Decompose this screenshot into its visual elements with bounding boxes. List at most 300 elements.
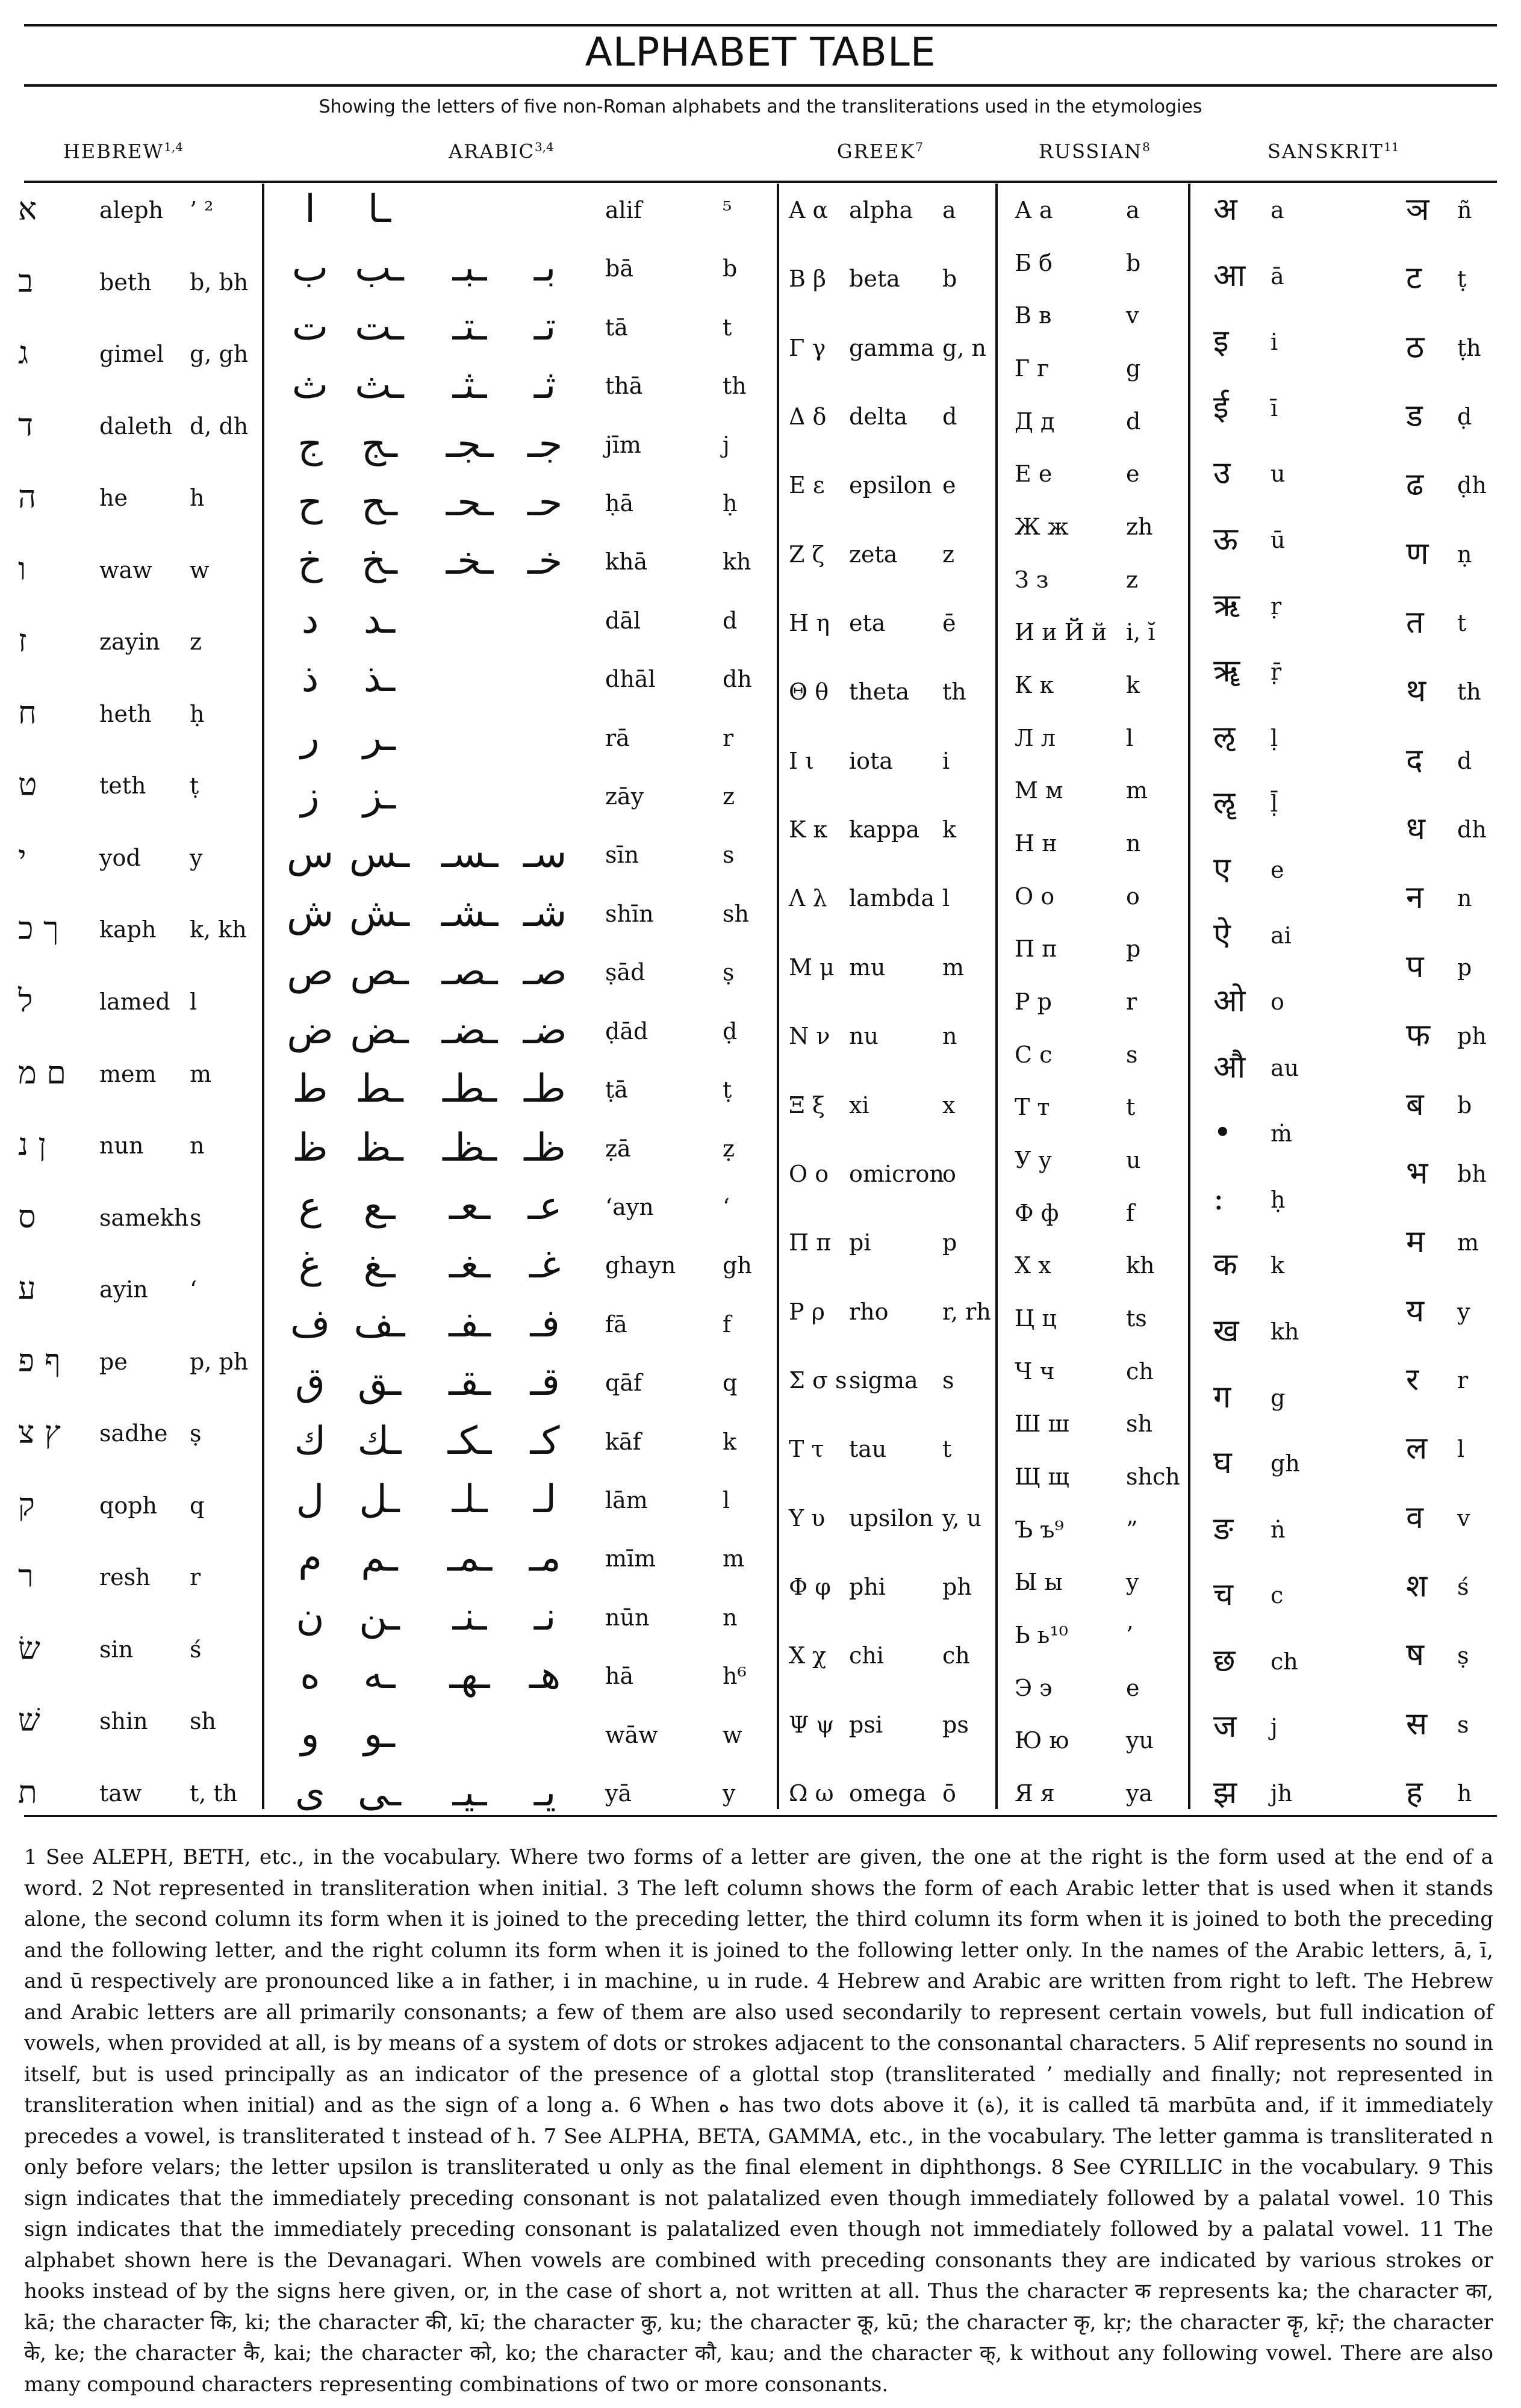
greek-row-tr: g, n: [942, 335, 986, 361]
russian-row-tr: y: [1126, 1569, 1139, 1595]
hebrew-row-name: beth: [99, 269, 152, 296]
greek-row-letter: Φ φ: [789, 1574, 831, 1600]
arabic-row-f4: شـ: [523, 891, 567, 936]
arabic-row-f3: ـقـ: [449, 1360, 491, 1404]
russian-row-letter: К к: [1015, 672, 1054, 698]
sanskrit-left-row-letter: ई: [1213, 389, 1229, 426]
footnote-7: 7 See ALPHA, BETA, GAMMA, etc., in the vocabulary. The letter gamma is transliterated n only before velars; the letter upsilon is transliterated u only as the final element in diphthongs.: [24, 2124, 1493, 2179]
arabic-row-f2: ـف: [353, 1302, 405, 1346]
sanskrit-right-row-tr: r: [1457, 1367, 1469, 1394]
arabic-row-f2: ـز: [362, 774, 396, 818]
arabic-row-f2: ـه: [363, 1653, 396, 1698]
arabic-row-f4: سـ: [523, 832, 567, 877]
sanskrit-left-row-tr: gh: [1271, 1450, 1300, 1477]
arabic-row-f3: ـفـ: [449, 1302, 491, 1346]
greek-row-tr: s: [942, 1367, 954, 1394]
sanskrit-left-row-tr: g: [1271, 1385, 1286, 1411]
arabic-row-f3: ـغـ: [449, 1243, 491, 1287]
arabic-row-f2: ـس: [349, 832, 410, 877]
footnote-1: 1 See ALEPH, BETH, etc., in the vocabulary. Where two forms of a letter are given, the one at the right is the form used at the end of a word.: [24, 1845, 1493, 1901]
arabic-row-f2: ـل: [359, 1477, 400, 1522]
arabic-row-f1: ح: [297, 480, 323, 525]
greek-row-letter: Β β: [789, 265, 826, 292]
hebrew-row-letter: ח: [18, 695, 37, 731]
header-arabic: ARABIC$^{3,4}$: [449, 140, 554, 163]
hebrew-row-name: daleth: [99, 413, 173, 439]
arabic-row-tr: m: [723, 1545, 745, 1572]
hebrew-row-letter: ט: [18, 767, 37, 803]
greek-row-letter: Ν ν: [789, 1023, 830, 1049]
hebrew-row-name: waw: [99, 557, 152, 583]
sanskrit-left-row-letter: अ: [1213, 191, 1237, 228]
arabic-row-f4: لـ: [533, 1477, 557, 1522]
sanskrit-left-row-tr: ṅ: [1271, 1516, 1286, 1543]
greek-row-name: omicron: [849, 1161, 944, 1187]
arabic-row-f2: ـا: [367, 187, 391, 232]
greek-row-name: chi: [849, 1642, 884, 1669]
hebrew-row-letter: ץ צ: [18, 1415, 61, 1451]
arabic-row-f4: حـ: [527, 480, 563, 525]
arabic-row-f3: ـظـ: [443, 1126, 497, 1170]
arabic-row-f3: ـجـ: [446, 422, 494, 467]
arabic-row-f1: ز: [300, 774, 320, 818]
sanskrit-left-row-letter: ख: [1213, 1313, 1239, 1349]
arabic-row-f3: ـضـ: [441, 1008, 498, 1053]
russian-row-letter: О о: [1015, 883, 1055, 910]
greek-row-tr: ph: [942, 1574, 972, 1600]
sanskrit-right-row-tr: ḍh: [1457, 472, 1487, 498]
arabic-row-f4: ضـ: [523, 1008, 567, 1053]
sanskrit-right-row-letter: ल: [1406, 1430, 1428, 1466]
sanskrit-left-row-tr: ṛ: [1271, 593, 1282, 619]
sanskrit-left-row-letter: ॠ: [1213, 653, 1240, 689]
arabic-row-name: zāy: [605, 783, 644, 810]
greek-row-letter: Π π: [789, 1229, 832, 1256]
russian-row-tr: l: [1126, 725, 1134, 751]
hebrew-row-name: zayin: [99, 628, 160, 655]
hebrew-row-tr: s: [190, 1205, 202, 1231]
sanskrit-left-row-tr: ū: [1271, 527, 1286, 553]
sanskrit-right-row-tr: t: [1457, 610, 1467, 636]
hebrew-row-tr: y: [190, 845, 203, 871]
greek-row-letter: Τ τ: [789, 1436, 824, 1462]
greek-row-tr: y, u: [942, 1505, 982, 1531]
arabic-row-f3: ـطـ: [443, 1067, 497, 1111]
russian-row-tr: f: [1126, 1200, 1135, 1226]
sanskrit-right-row-letter: ष: [1406, 1637, 1425, 1673]
hebrew-row-tr: g, gh: [190, 341, 249, 367]
russian-row-letter: Ш ш: [1015, 1410, 1069, 1437]
greek-row-letter: Ξ ξ: [789, 1092, 825, 1119]
arabic-row-tr: kh: [723, 548, 751, 575]
russian-row-letter: Р р: [1015, 988, 1052, 1015]
greek-row-tr: ps: [942, 1711, 969, 1738]
arabic-row-tr: s: [723, 842, 735, 868]
arabic-row-name: wāw: [605, 1722, 658, 1748]
russian-row-letter: Г г: [1015, 355, 1050, 382]
sanskrit-left-row-tr: ā: [1271, 263, 1284, 290]
sanskrit-left-row-letter: उ: [1213, 455, 1231, 491]
sanskrit-left-row-letter: ॡ: [1213, 785, 1236, 821]
sanskrit-right-row-tr: s: [1457, 1711, 1469, 1738]
header-russian: RUSSIAN$^8$: [1039, 140, 1150, 163]
greek-row-tr: th: [942, 678, 966, 705]
hebrew-row-name: teth: [99, 772, 146, 799]
hebrew-row-name: kaph: [99, 916, 157, 943]
sanskrit-right-row-letter: ढ: [1406, 467, 1424, 503]
russian-row-letter: Л л: [1015, 725, 1056, 751]
hebrew-row-letter: ת: [18, 1775, 37, 1811]
arabic-row-f3: ـبـ: [452, 246, 487, 290]
hebrew-row-tr: ḥ: [190, 701, 205, 727]
russian-row-tr: s: [1126, 1041, 1138, 1068]
russian-row-tr: i, ĭ: [1126, 619, 1156, 645]
sanskrit-left-row-tr: ḷ: [1271, 725, 1278, 751]
russian-row-tr: e: [1126, 1675, 1140, 1701]
arabic-row-f4: قـ: [530, 1360, 560, 1404]
sanskrit-right-row-tr: th: [1457, 678, 1481, 705]
sanskrit-right-row-letter: थ: [1406, 673, 1426, 709]
arabic-row-name: sīn: [605, 842, 639, 868]
arabic-row-f1: ص: [287, 949, 334, 994]
hebrew-row-name: sadhe: [99, 1420, 168, 1447]
arabic-row-f3: ـثـ: [452, 363, 487, 408]
hebrew-row-letter: ז: [18, 623, 27, 659]
hebrew-row-letter: שׁ: [18, 1702, 40, 1739]
arabic-row-f4: ثـ: [533, 363, 556, 408]
greek-row-tr: x: [942, 1092, 956, 1119]
arabic-row-f3: ـخـ: [446, 539, 494, 583]
sanskrit-left-row-tr: c: [1271, 1582, 1284, 1609]
arabic-row-f2: ـى: [357, 1770, 402, 1815]
hebrew-row-letter: ג: [18, 335, 29, 371]
russian-row-tr: p: [1126, 936, 1141, 962]
sanskrit-right-row-tr: bh: [1457, 1161, 1487, 1187]
russian-row-tr: g: [1126, 355, 1141, 382]
sanskrit-left-row-letter: :: [1213, 1181, 1224, 1217]
hebrew-row-letter: שׂ: [18, 1631, 40, 1667]
arabic-row-f4: خـ: [527, 539, 563, 583]
greek-row-letter: Ρ ρ: [789, 1299, 825, 1325]
greek-row-name: upsilon: [849, 1505, 933, 1531]
sanskrit-left-row-letter: घ: [1213, 1445, 1232, 1481]
sanskrit-left-row-letter: झ: [1213, 1775, 1237, 1811]
hebrew-row-tr: r: [190, 1564, 201, 1590]
russian-row-tr: shch: [1126, 1463, 1180, 1490]
hebrew-row-name: sin: [99, 1636, 134, 1663]
greek-row-name: psi: [849, 1711, 883, 1738]
hebrew-row-letter: ס: [18, 1199, 36, 1235]
russian-row-tr: d: [1126, 408, 1141, 435]
russian-row-letter: У у: [1015, 1147, 1052, 1173]
russian-row-letter: Я я: [1015, 1780, 1055, 1807]
arabic-row-tr: b: [723, 255, 738, 282]
footnote-9: 9 This sign indicates that the immediately preceding consonant is not palatalized even though immediately followed by a palatal vowel.: [24, 2155, 1494, 2211]
bottom-rule: [24, 1815, 1497, 1817]
greek-row-name: sigma: [849, 1367, 918, 1394]
arabic-row-f1: ى: [294, 1770, 326, 1815]
sanskrit-right-row-letter: द: [1406, 742, 1423, 778]
arabic-row-f1: ع: [298, 1184, 322, 1229]
sanskrit-left-row-tr: kh: [1271, 1318, 1299, 1345]
arabic-row-name: bā: [605, 255, 633, 282]
arabic-row-f1: ف: [290, 1302, 331, 1346]
greek-row-letter: Ι ι: [789, 748, 814, 774]
arabic-row-f3: ـصـ: [441, 949, 498, 994]
greek-row-tr: ē: [942, 610, 956, 636]
arabic-row-name: ṭā: [605, 1076, 628, 1103]
sanskrit-right-row-letter: ब: [1406, 1087, 1424, 1123]
arabic-row-f2: ـق: [357, 1360, 402, 1404]
hebrew-row-name: samekh: [99, 1205, 189, 1231]
arabic-row-f2: ـث: [355, 363, 404, 408]
greek-row-tr: r, rh: [942, 1299, 991, 1325]
russian-row-tr: ”: [1126, 1516, 1138, 1543]
arabic-row-f2: ـم: [361, 1536, 398, 1580]
greek-row-tr: t: [942, 1436, 952, 1462]
russian-row-tr: e: [1126, 461, 1140, 487]
arabic-row-tr: w: [723, 1722, 742, 1748]
russian-row-letter: Ь ь¹⁰: [1015, 1622, 1068, 1648]
arabic-row-name: shīn: [605, 901, 654, 927]
arabic-row-tr: y: [723, 1780, 736, 1807]
hebrew-row-name: he: [99, 485, 128, 511]
greek-row-tr: e: [942, 472, 956, 498]
greek-row-letter: Ω ω: [789, 1780, 834, 1807]
greek-row-name: omega: [849, 1780, 927, 1807]
arabic-row-f2: ـر: [362, 715, 396, 760]
arabic-row-f3: ـسـ: [441, 832, 499, 877]
sanskrit-right-row-letter: ञ: [1406, 191, 1429, 228]
russian-row-letter: Е е: [1015, 461, 1053, 487]
greek-row-tr: p: [942, 1229, 957, 1256]
arabic-row-f1: د: [301, 598, 319, 642]
arabic-row-tr: ḥ: [723, 490, 738, 517]
arabic-row-f2: ـذ: [363, 656, 396, 701]
sanskrit-right-row-tr: ṇ: [1457, 541, 1472, 568]
footnotes: [24, 1842, 1493, 2400]
arabic-row-f3: ـحـ: [446, 480, 494, 525]
sanskrit-right-row-tr: b: [1457, 1092, 1472, 1119]
arabic-row-name: ‘ayn: [605, 1194, 654, 1220]
sanskrit-right-row-tr: d: [1457, 748, 1472, 774]
top-rule: [24, 24, 1497, 26]
arabic-row-f1: م: [298, 1536, 322, 1580]
greek-row-name: theta: [849, 678, 910, 705]
arabic-row-f2: ـب: [355, 246, 404, 290]
arabic-row-f2: ـص: [350, 949, 409, 994]
arabic-row-f2: ـك: [357, 1419, 402, 1463]
greek-row-name: zeta: [849, 541, 898, 568]
sanskrit-left-row-letter: च: [1213, 1577, 1234, 1613]
russian-row-letter: Н н: [1015, 830, 1057, 857]
russian-row-tr: k: [1126, 672, 1140, 698]
arabic-row-name: qāf: [605, 1370, 642, 1396]
hebrew-row-name: heth: [99, 701, 152, 727]
russian-row-tr: ’: [1126, 1622, 1134, 1648]
arabic-row-f1: ه: [300, 1653, 320, 1698]
greek-row-tr: z: [942, 541, 955, 568]
russian-row-tr: ch: [1126, 1358, 1154, 1385]
sanskrit-left-row-tr: ī: [1271, 395, 1278, 421]
sanskrit-right-row-letter: त: [1406, 604, 1424, 641]
sanskrit-left-row-letter: ज: [1213, 1708, 1237, 1745]
russian-row-tr: z: [1126, 566, 1139, 593]
sanskrit-left-row-tr: ch: [1271, 1648, 1298, 1675]
sanskrit-right-row-tr: h: [1457, 1780, 1472, 1807]
sanskrit-right-row-tr: y: [1457, 1299, 1470, 1325]
hebrew-row-tr: ’ ²: [190, 197, 214, 223]
russian-row-letter: Щ щ: [1015, 1463, 1069, 1490]
hebrew-row-name: resh: [99, 1564, 151, 1590]
arabic-row-name: ṣād: [605, 959, 645, 985]
hebrew-row-tr: t, th: [190, 1780, 238, 1807]
greek-row-letter: Ψ ψ: [789, 1711, 835, 1738]
title-rule: [24, 84, 1497, 87]
arabic-row-f4: ظـ: [524, 1126, 566, 1170]
hebrew-row-name: qoph: [99, 1492, 158, 1519]
sanskrit-right-row-letter: ठ: [1406, 329, 1425, 365]
arabic-row-f2: ـت: [355, 305, 404, 349]
arabic-row-name: ghayn: [605, 1252, 676, 1279]
sanskrit-left-row-letter: ऊ: [1213, 521, 1238, 557]
arabic-row-tr: h⁶: [723, 1663, 747, 1689]
sanskrit-left-row-tr: ḹ: [1271, 790, 1278, 817]
arabic-row-f3: ـتـ: [452, 305, 487, 349]
sanskrit-left-row-letter: आ: [1213, 258, 1246, 294]
arabic-row-name: ḍād: [605, 1018, 649, 1044]
arabic-row-tr: f: [723, 1311, 732, 1338]
arabic-row-name: nūn: [605, 1604, 650, 1631]
arabic-row-tr: th: [723, 373, 747, 399]
sanskrit-right-row-tr: ñ: [1457, 197, 1472, 223]
hebrew-row-name: pe: [99, 1348, 128, 1375]
arabic-row-f4: غـ: [529, 1243, 561, 1287]
russian-row-letter: Ю ю: [1015, 1727, 1069, 1754]
russian-row-letter: С с: [1015, 1041, 1053, 1068]
arabic-row-f1: ظ: [292, 1126, 328, 1170]
greek-row-letter: Α α: [789, 197, 829, 223]
arabic-row-tr: ⁵: [723, 197, 732, 223]
sanskrit-right-row-tr: ḍ: [1457, 403, 1472, 430]
arabic-row-f1: خ: [297, 539, 323, 583]
sanskrit-right-row-tr: dh: [1457, 816, 1487, 843]
russian-row-letter: Б б: [1015, 250, 1053, 276]
hebrew-row-tr: m: [190, 1061, 212, 1087]
russian-row-letter: П п: [1015, 936, 1057, 962]
greek-row-name: beta: [849, 265, 900, 292]
greek-row-name: kappa: [849, 816, 919, 843]
header-sanskrit: SANSKRIT$^{11}$: [1268, 140, 1399, 163]
greek-row-name: delta: [849, 403, 907, 430]
hebrew-row-tr: h: [190, 485, 205, 511]
greek-row-name: tau: [849, 1436, 887, 1462]
arabic-row-f1: ش: [286, 891, 334, 936]
arabic-row-tr: n: [723, 1604, 738, 1631]
arabic-row-f3: ـشـ: [441, 891, 499, 936]
column-divider-arabic-greek: [777, 184, 779, 1809]
hebrew-row-letter: ף פ: [18, 1343, 61, 1379]
russian-row-tr: a: [1126, 197, 1140, 223]
sanskrit-left-row-letter: औ: [1213, 1049, 1246, 1085]
sanskrit-right-row-tr: ś: [1457, 1574, 1469, 1600]
arabic-row-f1: غ: [298, 1243, 322, 1287]
arabic-row-f2: ـغ: [363, 1243, 396, 1287]
russian-row-tr: zh: [1126, 514, 1153, 540]
arabic-row-tr: ẓ: [723, 1135, 735, 1162]
greek-row-letter: Ε ε: [789, 472, 825, 498]
sanskrit-left-row-tr: ṝ: [1271, 659, 1282, 685]
sanskrit-left-row-tr: j: [1271, 1714, 1278, 1740]
greek-row-name: gamma: [849, 335, 935, 361]
russian-row-letter: Ч ч: [1015, 1358, 1055, 1385]
sanskrit-right-row-letter: श: [1406, 1568, 1428, 1604]
column-divider-hebrew-arabic: [262, 184, 264, 1809]
hebrew-row-name: taw: [99, 1780, 142, 1807]
hebrew-row-tr: k, kh: [190, 916, 247, 943]
greek-row-tr: n: [942, 1023, 957, 1049]
arabic-row-f4: يـ: [533, 1770, 556, 1815]
greek-row-tr: b: [942, 265, 957, 292]
arabic-row-f4: صـ: [523, 949, 567, 994]
arabic-row-tr: z: [723, 783, 735, 810]
hebrew-row-name: mem: [99, 1061, 157, 1087]
arabic-row-f2: ـض: [350, 1008, 409, 1053]
russian-row-tr: n: [1126, 830, 1141, 857]
russian-row-tr: ya: [1126, 1780, 1153, 1807]
russian-row-letter: Д д: [1015, 408, 1055, 435]
sanskrit-right-row-tr: ṣ: [1457, 1642, 1469, 1669]
hebrew-row-tr: q: [190, 1492, 205, 1519]
russian-row-tr: sh: [1126, 1410, 1152, 1437]
sanskrit-left-row-tr: u: [1271, 461, 1286, 487]
arabic-row-tr: q: [723, 1370, 738, 1396]
footnote-10: 10 This sign indicates that the immediately preceding consonant is palatalized even though not immediately followed by a palatal vowel.: [24, 2186, 1494, 2241]
greek-row-letter: Μ μ: [789, 954, 835, 981]
arabic-row-tr: sh: [723, 901, 749, 927]
arabic-row-name: yā: [605, 1780, 632, 1807]
hebrew-row-tr: ṣ: [190, 1420, 202, 1447]
sanskrit-right-row-letter: र: [1406, 1362, 1419, 1398]
hebrew-row-letter: ע: [18, 1271, 36, 1307]
header-hebrew: HEBREW$^{1,4}$: [63, 140, 183, 163]
arabic-row-name: mīm: [605, 1545, 656, 1572]
greek-row-letter: Σ σ s: [789, 1367, 847, 1394]
hebrew-row-letter: ה: [18, 479, 36, 515]
arabic-row-f4: عـ: [527, 1184, 562, 1229]
greek-row-tr: ch: [942, 1642, 970, 1669]
sanskrit-right-row-letter: व: [1406, 1500, 1423, 1536]
russian-row-letter: Ф ф: [1015, 1200, 1059, 1226]
sanskrit-left-row-tr: i: [1271, 329, 1278, 355]
sanskrit-left-row-tr: ai: [1271, 922, 1292, 949]
sanskrit-left-row-tr: k: [1271, 1252, 1285, 1279]
arabic-row-f4: بـ: [533, 246, 556, 290]
sanskrit-right-row-tr: m: [1457, 1229, 1479, 1256]
russian-row-letter: А а: [1015, 197, 1053, 223]
arabic-row-f2: ـن: [359, 1595, 400, 1639]
greek-row-tr: i: [942, 748, 950, 774]
arabic-row-name: hā: [605, 1663, 634, 1689]
header-rule: [24, 181, 1497, 183]
arabic-row-f2: ـج: [361, 422, 398, 467]
sanskrit-left-row-letter: ऌ: [1213, 719, 1236, 756]
greek-row-letter: Χ χ: [789, 1642, 827, 1669]
sanskrit-right-row-letter: प: [1406, 949, 1424, 985]
sanskrit-right-row-letter: ट: [1406, 260, 1422, 296]
footnote-6: 6 When ه has two dots above it (ة), it is called tā marbūta and, if it immediately precedes a vowel, is transliterated t instead of h.: [24, 2093, 1494, 2149]
arabic-row-name: dhāl: [605, 666, 656, 692]
